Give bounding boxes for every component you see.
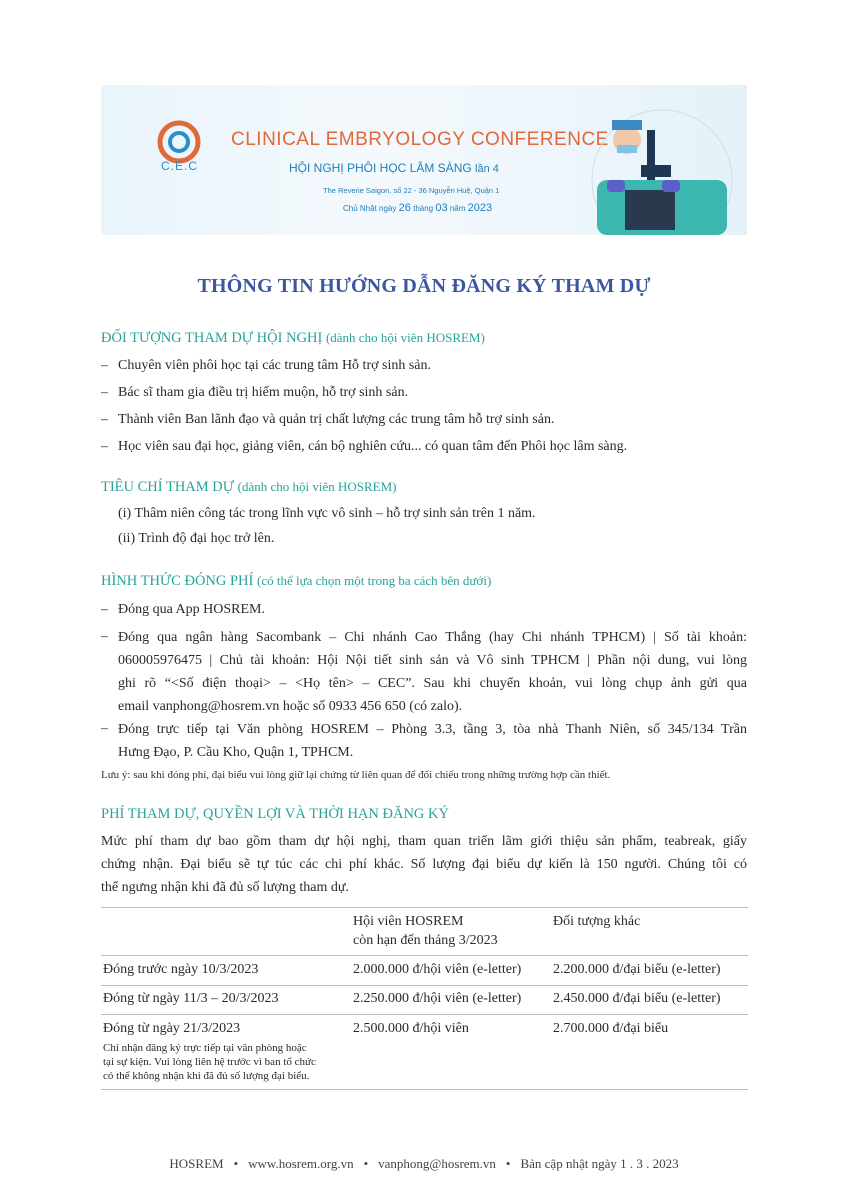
table-divider (101, 907, 748, 908)
section-fees-heading: PHÍ THAM DỰ, QUYỀN LỢI VÀ THỜI HẠN ĐĂNG KÝ (101, 806, 449, 822)
logo-text: C.E.C (161, 159, 199, 173)
section-payment-heading: HÌNH THỨC ĐÓNG PHÍ (có thể lựa chọn một trong ba cách bên dưới) (101, 573, 492, 589)
table-row-note: tại sự kiện. Vui lòng liên hệ trước vì ban tổ chức (103, 1056, 316, 1068)
conference-subtitle: HỘI NGHỊ PHÔI HỌC LÂM SÀNG lần 4 (289, 161, 499, 175)
table-divider (101, 1089, 748, 1090)
payment-note: Lưu ý: sau khi đóng phí, đại biểu vui lòng giữ lại chứng từ liên quan để đối chiếu trong những trường hợp cần thiết. (101, 769, 611, 781)
table-cell-other: 2.450.000 đ/đại biểu (e-letter) (553, 991, 721, 1006)
fees-intro: Mức phí tham dự bao gồm tham dự hội nghị, tham quan triển lãm giới thiệu sản phẩm, teabreak, giấy chứng nhận. Đại biểu sẽ tự túc các chi phí khác. Số lượng đại biểu dự kiến là 150 người. Chúng tôi có thể ngưng nhận khi đã đủ số lượng tham dự. (101, 834, 747, 895)
page-title: THÔNG TIN HƯỚNG DẪN ĐĂNG KÝ THAM DỰ (197, 275, 651, 297)
footer-email[interactable]: vanphong@hosrem.vn (378, 1156, 496, 1171)
table-row-note: Chỉ nhận đăng ký trực tiếp tại văn phòng hoặc (103, 1042, 307, 1054)
table-divider (101, 1014, 748, 1015)
microscope-illustration-icon (567, 85, 747, 235)
table-cell-member: 2.500.000 đ/hội viên (353, 1021, 469, 1036)
table-cell-period: Đóng trước ngày 10/3/2023 (103, 962, 259, 977)
table-cell-period: Đóng từ ngày 11/3 – 20/3/2023 (103, 991, 279, 1006)
conference-title: CLINICAL EMBRYOLOGY CONFERENCE (231, 129, 609, 150)
table-divider (101, 955, 748, 956)
page-footer: HOSREM • www.hosrem.org.vn • vanphong@hosrem.vn • Bản cập nhật ngày 1 . 3 . 2023 (169, 1156, 679, 1171)
section-criteria-heading: TIÊU CHÍ THAM DỰ (dành cho hội viên HOSREM) (101, 479, 397, 495)
table-cell-member: 2.250.000 đ/hội viên (e-letter) (353, 991, 522, 1006)
payment-bank-text: Đóng qua ngân hàng Sacombank – Chi nhánh Cao Thắng (hay Chi nhánh TPHCM) | Số tài khoản: 060005976475 | Chủ tài khoản: Hội Nội tiết sinh sản và Vô sinh TPHCM | Phần nội dung, vui lòng ghi rõ “<Số điện thoại> – <Họ tên> – CEC”. Sau khi chuyển khoản, vui lòng chụp ảnh gửi qua email vanphong@hosrem.vn hoặc số 0933 456 650 (có zalo). (118, 630, 747, 714)
table-row-note: có thể không nhận khi đã đủ số lượng đại biểu. (103, 1070, 310, 1082)
table-cell-other: 2.200.000 đ/đại biểu (e-letter) (553, 962, 721, 977)
footer-org: HOSREM (169, 1156, 224, 1171)
conference-date: Chủ Nhật ngày 26 tháng 03 năm 2023 (343, 202, 493, 214)
column-header-member: Hội viên HOSREM (353, 914, 464, 929)
section-audience-heading: ĐỐI TƯỢNG THAM DỰ HỘI NGHỊ (dành cho hội viên HOSREM) (101, 330, 485, 346)
criteria-item: (ii) Trình độ đại học trở lên. (118, 531, 275, 546)
table-cell-period: Đóng từ ngày 21/3/2023 (103, 1021, 241, 1036)
payment-office-text: Đóng trực tiếp tại Văn phòng HOSREM – Phòng 3.3, tầng 3, tòa nhà Thanh Niên, số 345/134 Trần Hưng Đạo, P. Cầu Kho, Quận 1, TPHCM. (118, 722, 747, 760)
column-header-member-note: còn hạn đến tháng 3/2023 (353, 933, 498, 948)
footer-updated: Bản cập nhật ngày 1 . 3 . 2023 (520, 1156, 679, 1171)
criteria-item: (i) Thâm niên công tác trong lĩnh vực vô sinh – hỗ trợ sinh sản trên 1 năm. (118, 506, 536, 521)
footer-website[interactable]: www.hosrem.org.vn (248, 1156, 354, 1171)
conference-venue: The Reverie Saigon, số 22 - 36 Nguyễn Huệ, Quận 1 (323, 186, 500, 195)
column-header-other: Đối tượng khác (553, 914, 641, 929)
conference-banner (101, 85, 747, 235)
table-divider (101, 985, 748, 986)
list-item: – (101, 629, 108, 644)
table-cell-other: 2.700.000 đ/đại biểu (553, 1021, 669, 1036)
table-cell-member: 2.000.000 đ/hội viên (e-letter) (353, 962, 522, 977)
